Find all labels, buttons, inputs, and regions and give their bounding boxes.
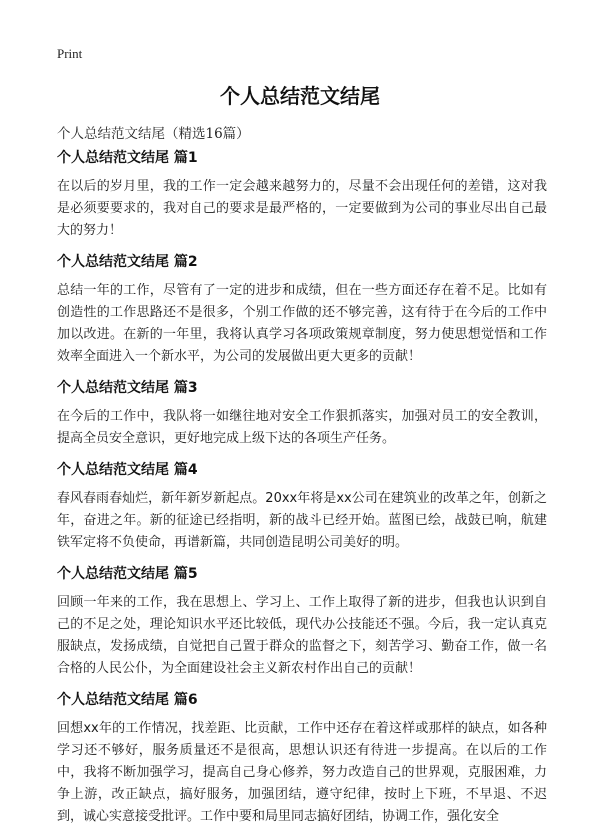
section-heading: 个人总结范文结尾 篇1 xyxy=(57,150,198,166)
section-2 xyxy=(57,252,547,368)
section-3 xyxy=(57,378,547,450)
print-link[interactable]: Print xyxy=(57,46,83,61)
section-5 xyxy=(57,564,547,680)
section-body: 春风春雨春灿烂，新年新岁新起点。20xx年将是xx公司在建筑业的改革之年，创新之年，奋进之年。新的征途已经指明，新的战斗已经开始。蓝图已绘，战鼓已响，航建铁军定将不负使命，再谱新篇，共同创造昆明公司美好的明。 xyxy=(57,491,547,550)
section-body: 回想xx年的工作情况，找差距、比贡献，工作中还存在着这样或那样的缺点，如各种学习还不够好，服务质量还不是很高，思想认识还有待进一步提高。在以后的工作中，我将不断加强学习，提高自己身心修养，努力改造自己的世界观，克服困难，力争上游，改正缺点，搞好服务，加强团结，遵守纪律，按时上下班，不早退、不迟到，诚心实意接受批评。工作中要和局里同志搞好团结，协调工作，强化安全 xyxy=(57,721,547,824)
page-title: 个人总结范文结尾 xyxy=(220,84,380,108)
document-content xyxy=(57,148,547,828)
section-heading: 个人总结范文结尾 篇6 xyxy=(57,692,198,708)
document-subtitle: 个人总结范文结尾（精选16篇） xyxy=(57,126,250,142)
section-body: 在今后的工作中，我队将一如继往地对安全工作狠抓落实，加强对员工的安全教训，提高全员安全意识，更好地完成上级下达的各项生产任务。 xyxy=(57,409,547,446)
section-body: 回顾一年来的工作，我在思想上、学习上、工作上取得了新的进步，但我也认识到自己的不足之处，理论知识水平还比较低，现代办公技能还不强。今后，我一定认真克服缺点，发扬成绩，自觉把自己置于群众的监督之下，刻苦学习、勤奋工作，做一名合格的人民公仆，为全面建设社会主义新农村作出自己的贡献！ xyxy=(57,595,547,676)
section-heading: 个人总结范文结尾 篇3 xyxy=(57,380,198,396)
section-body: 总结一年的工作，尽管有了一定的进步和成绩，但在一些方面还存在着不足。比如有创造性的工作思路还不是很多，个别工作做的还不够完善，这有待于在今后的工作中加以改进。在新的一年里，我将认真学习各项政策规章制度，努力使思想觉悟和工作效率全面进入一个新水平，为公司的发展做出更大更多的贡献！ xyxy=(57,283,547,364)
section-body: 在以后的岁月里，我的工作一定会越来越努力的，尽量不会出现任何的差错，这对我是必须要要求的，我对自己的要求是最严格的，一定要做到为公司的事业尽出自己最大的努力！ xyxy=(57,179,547,238)
section-heading: 个人总结范文结尾 篇5 xyxy=(57,566,198,582)
section-6 xyxy=(57,690,547,828)
section-heading: 个人总结范文结尾 篇2 xyxy=(57,254,198,270)
section-1 xyxy=(57,148,547,242)
section-heading: 个人总结范文结尾 篇4 xyxy=(57,462,198,478)
section-4 xyxy=(57,460,547,554)
